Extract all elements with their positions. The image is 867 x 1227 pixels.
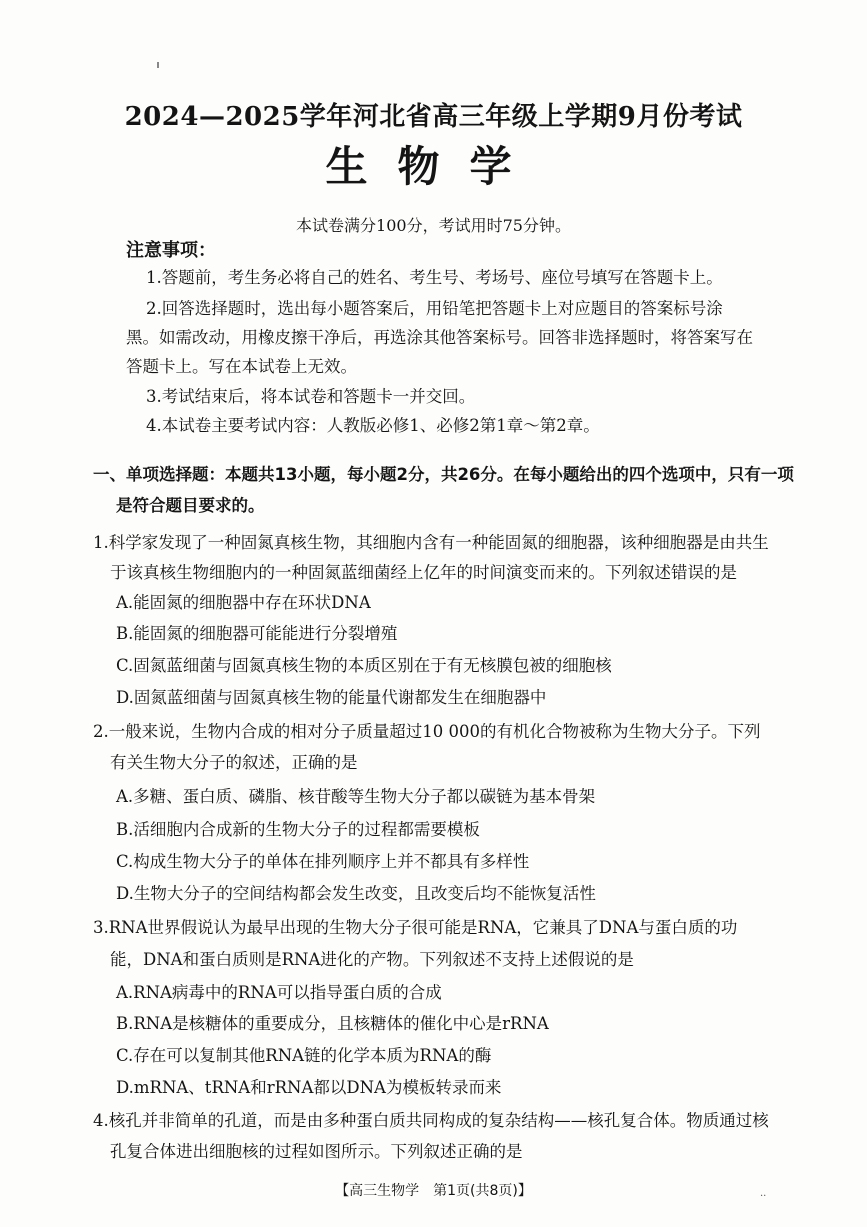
notice-line: 4.本试卷主要考试内容：人教版必修1、必修2第1章～第2章。 (146, 416, 600, 435)
question-option: D.mRNA、tRNA和rRNA都以DNA为模板转录而来 (116, 1078, 502, 1097)
question-stem: 3.RNA世界假说认为最早出现的生物大分子很可能是RNA，它兼具了DNA与蛋白质的功 (93, 918, 738, 937)
scan-mark (157, 62, 159, 68)
question-option: C.构成生物大分子的单体在排列顺序上并不都具有多样性 (116, 852, 530, 871)
question-option: A.多糖、蛋白质、磷脂、核苷酸等生物大分子都以碳链为基本骨架 (116, 787, 596, 806)
notice-heading: 注意事项： (126, 240, 216, 261)
question-option: A.RNA病毒中的RNA可以指导蛋白质的合成 (116, 983, 442, 1002)
question-stem: 有关生物大分子的叙述，正确的是 (110, 753, 358, 772)
question-option: C.固氮蓝细菌与固氮真核生物的本质区别在于有无核膜包被的细胞核 (116, 656, 612, 675)
question-option: B.RNA是核糖体的重要成分，且核糖体的催化中心是rRNA (116, 1014, 549, 1033)
notice-line: 1.答题前，考生务必将自己的姓名、考生号、考场号、座位号填写在答题卡上。 (146, 268, 723, 287)
question-option: B.活细胞内合成新的生物大分子的过程都需要模板 (116, 820, 480, 839)
question-stem: 2.一般来说，生物内合成的相对分子质量超过10 000的有机化合物被称为生物大分子。下列 (93, 722, 761, 741)
section-heading: 一、单项选择题：本题共13小题，每小题2分，共26分。在每小题给出的四个选项中，只有一项 (93, 465, 794, 484)
scan-mark: .. (760, 1188, 767, 1199)
page-footer: 【高三生物学 第1页(共8页)】 (335, 1183, 532, 1199)
question-option: C.存在可以复制其他RNA链的化学本质为RNA的酶 (116, 1046, 492, 1065)
notice-line: 3.考试结束后，将本试卷和答题卡一并交回。 (146, 387, 476, 406)
notice-line: 答题卡上。写在本试卷上无效。 (126, 357, 357, 376)
question-stem: 能，DNA和蛋白质则是RNA进化的产物。下列叙述不支持上述假说的是 (110, 950, 634, 969)
notice-line: 黑。如需改动，用橡皮擦干净后，再选涂其他答案标号。回答非选择题时，将答案写在 (126, 328, 753, 347)
question-option: D.固氮蓝细菌与固氮真核生物的能量代谢都发生在细胞器中 (116, 688, 547, 707)
question-stem: 4.核孔并非简单的孔道，而是由多种蛋白质共同构成的复杂结构——核孔复合体。物质通过核 (93, 1111, 769, 1130)
exam-title: 2024—2025学年河北省高三年级上学期9月份考试 (124, 102, 743, 132)
question-option: B.能固氮的细胞器可能能进行分裂增殖 (116, 624, 398, 643)
subject-title: 生物学 (325, 142, 542, 191)
notice-line: 2.回答选择题时，选出每小题答案后，用铅笔把答题卡上对应题目的答案标号涂 (146, 299, 723, 318)
question-stem: 1.科学家发现了一种固氮真核生物，其细胞内含有一种能固氮的细胞器，该种细胞器是由共生 (93, 533, 769, 552)
question-stem: 孔复合体进出细胞核的过程如图所示。下列叙述正确的是 (110, 1142, 523, 1161)
question-option: D.生物大分子的空间结构都会发生改变，且改变后均不能恢复活性 (116, 884, 596, 903)
question-stem: 于该真核生物细胞内的一种固氮蓝细菌经上亿年的时间演变而来的。下列叙述错误的是 (110, 563, 737, 582)
exam-info: 本试卷满分100分，考试用时75分钟。 (296, 216, 571, 235)
question-option: A.能固氮的细胞器中存在环状DNA (116, 593, 371, 612)
section-heading-cont: 是符合题目要求的。 (116, 496, 265, 515)
